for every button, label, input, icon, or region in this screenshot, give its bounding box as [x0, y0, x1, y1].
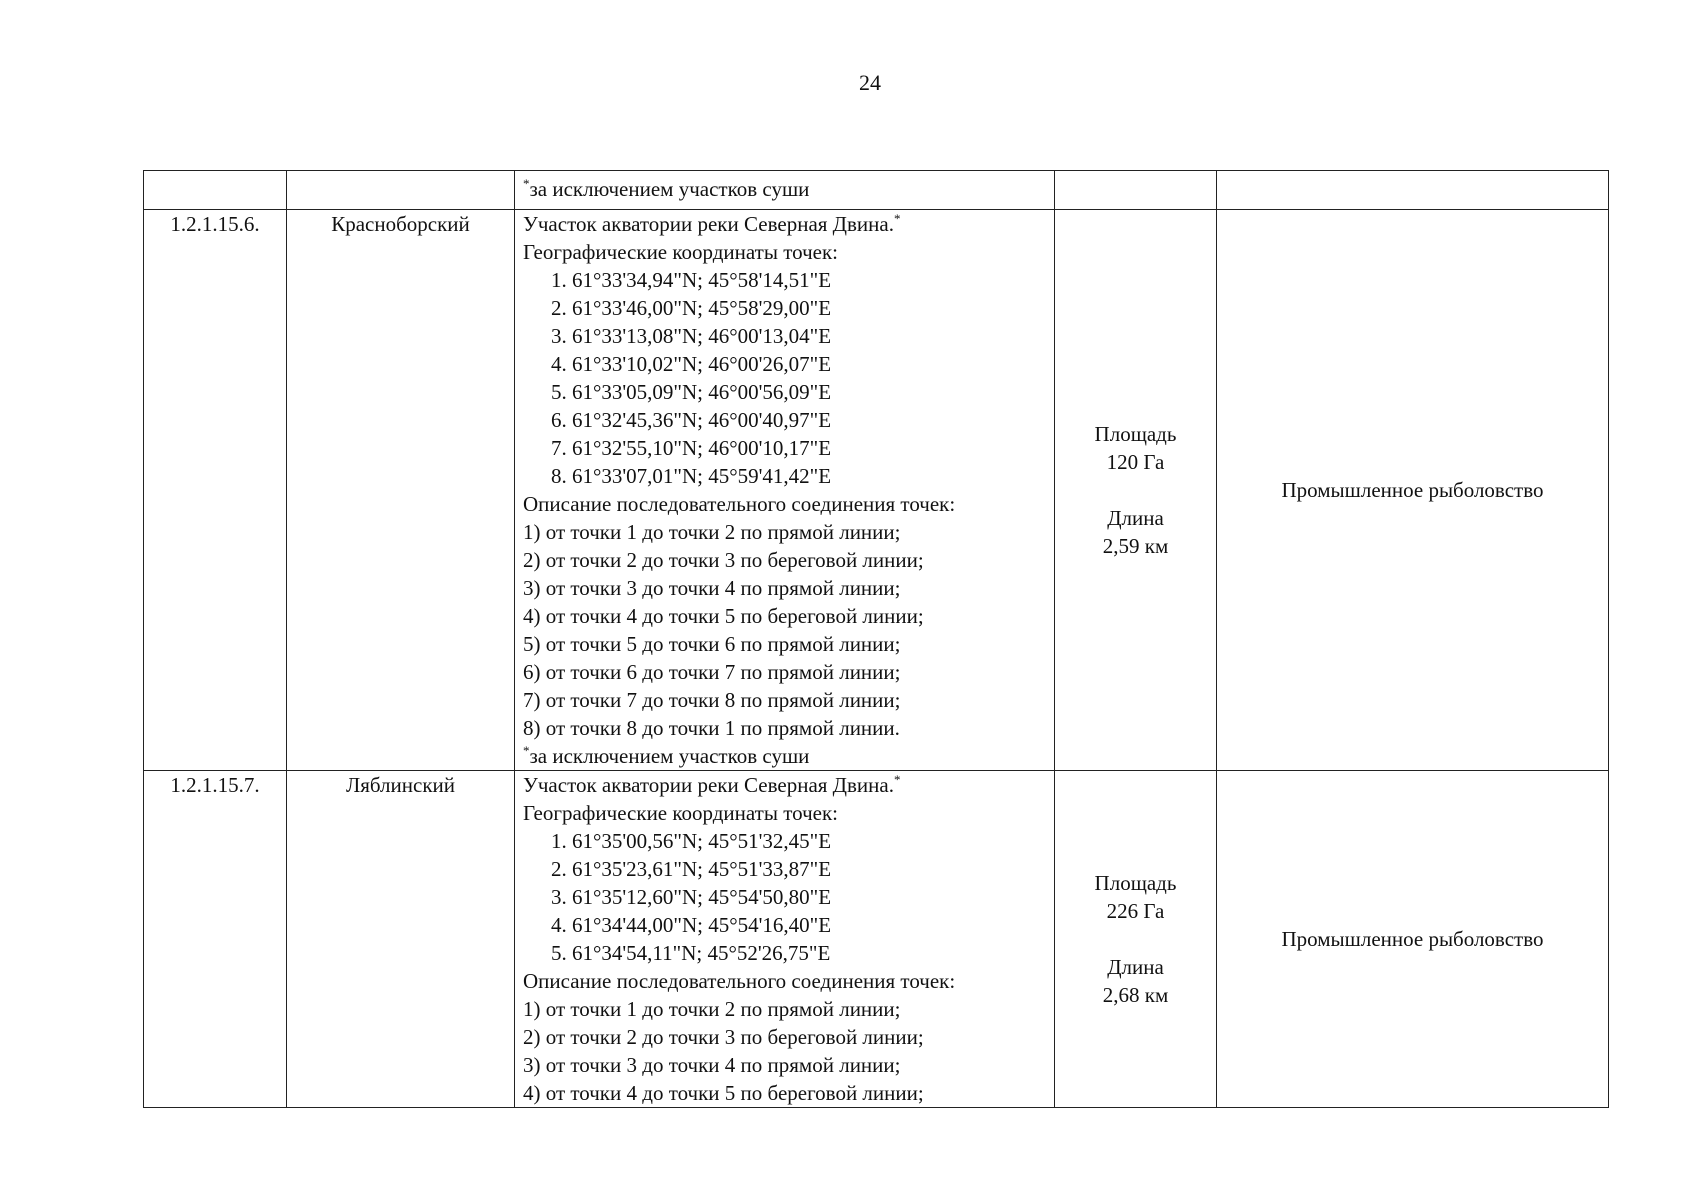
cell-number: [144, 171, 287, 210]
coord-item: 7. 61°32'55,10"N; 46°00'10,17"E: [551, 436, 832, 460]
cell-use: [1217, 171, 1609, 210]
area-title: Участок акватории реки Северная Двина.*: [523, 772, 901, 797]
connection-item: 3) от точки 3 до точки 4 по прямой линии;: [523, 1053, 901, 1077]
area-label: Площадь: [1094, 871, 1177, 895]
area-description: [515, 210, 1055, 771]
coord-item: 4. 61°34'44,00"N; 45°54'16,40"E: [551, 913, 832, 937]
connection-item: 8) от точки 8 до точки 1 по прямой линии.: [523, 716, 900, 740]
connection-item: 6) от точки 6 до точки 7 по прямой линии;: [523, 660, 901, 684]
connection-item: 1) от точки 1 до точки 2 по прямой линии;: [523, 520, 901, 544]
connection-item: 2) от точки 2 до точки 3 по береговой линии;: [523, 548, 924, 572]
length-label: Длина: [1107, 955, 1164, 979]
district-name: Ляблинский: [287, 771, 515, 1108]
area-value: 226 Га: [1106, 899, 1165, 923]
connection-item: 1) от точки 1 до точки 2 по прямой линии;: [523, 997, 901, 1021]
area-description: [515, 771, 1055, 1108]
district-name: Красноборский: [287, 210, 515, 771]
length-label: Длина: [1107, 506, 1164, 530]
coord-item: 3. 61°33'13,08"N; 46°00'13,04"E: [551, 324, 832, 348]
connection-heading: Описание последовательного соединения точек:: [523, 492, 956, 516]
coord-item: 4. 61°33'10,02"N; 46°00'26,07"E: [551, 352, 832, 376]
coord-item: 1. 61°33'34,94"N; 45°58'14,51"E: [551, 268, 832, 292]
coords-heading: Географические координаты точек:: [523, 240, 838, 264]
table-row-continuation: [144, 171, 1609, 210]
length-value: 2,68 км: [1102, 983, 1169, 1007]
coord-item: 6. 61°32'45,36"N; 46°00'40,97"E: [551, 408, 832, 432]
table-row: [144, 771, 1609, 1108]
area-size: [1055, 210, 1217, 771]
cell-size: [1055, 171, 1217, 210]
row-number: 1.2.1.15.7.: [144, 771, 287, 1108]
footnote: *за исключением участков суши: [523, 743, 810, 768]
area-label: Площадь: [1094, 422, 1177, 446]
connection-item: 4) от точки 4 до точки 5 по береговой линии;: [523, 604, 924, 628]
cell-district: [287, 171, 515, 210]
coord-item: 2. 61°35'23,61"N; 45°51'33,87"E: [551, 857, 832, 881]
usage-type: Промышленное рыболовство: [1217, 771, 1609, 1108]
coord-item: 5. 61°34'54,11"N; 45°52'26,75"E: [551, 941, 831, 965]
coord-item: 1. 61°35'00,56"N; 45°51'32,45"E: [551, 829, 832, 853]
area-title: Участок акватории реки Северная Двина.*: [523, 211, 901, 236]
coord-item: 5. 61°33'05,09"N; 46°00'56,09"E: [551, 380, 832, 404]
fishing-areas-table: [143, 170, 1609, 1108]
length-value: 2,59 км: [1102, 534, 1169, 558]
page-number: 24: [859, 70, 881, 95]
connection-item: 5) от точки 5 до точки 6 по прямой линии;: [523, 632, 901, 656]
area-value: 120 Га: [1106, 450, 1165, 474]
connection-heading: Описание последовательного соединения точек:: [523, 969, 956, 993]
usage-type: Промышленное рыболовство: [1217, 210, 1609, 771]
table-row: [144, 210, 1609, 771]
connection-item: 3) от точки 3 до точки 4 по прямой линии;: [523, 576, 901, 600]
area-size: [1055, 771, 1217, 1108]
coord-item: 8. 61°33'07,01"N; 45°59'41,42"E: [551, 464, 832, 488]
coords-heading: Географические координаты точек:: [523, 801, 838, 825]
connection-item: 2) от точки 2 до точки 3 по береговой линии;: [523, 1025, 924, 1049]
cell-description: [515, 171, 1055, 210]
connection-item: 4) от точки 4 до точки 5 по береговой линии;: [523, 1081, 924, 1105]
coord-item: 3. 61°35'12,60"N; 45°54'50,80"E: [551, 885, 832, 909]
connection-item: 7) от точки 7 до точки 8 по прямой линии;: [523, 688, 901, 712]
row-number: 1.2.1.15.6.: [144, 210, 287, 771]
footnote: *за исключением участков суши: [523, 176, 810, 201]
coord-item: 2. 61°33'46,00"N; 45°58'29,00"E: [551, 296, 832, 320]
